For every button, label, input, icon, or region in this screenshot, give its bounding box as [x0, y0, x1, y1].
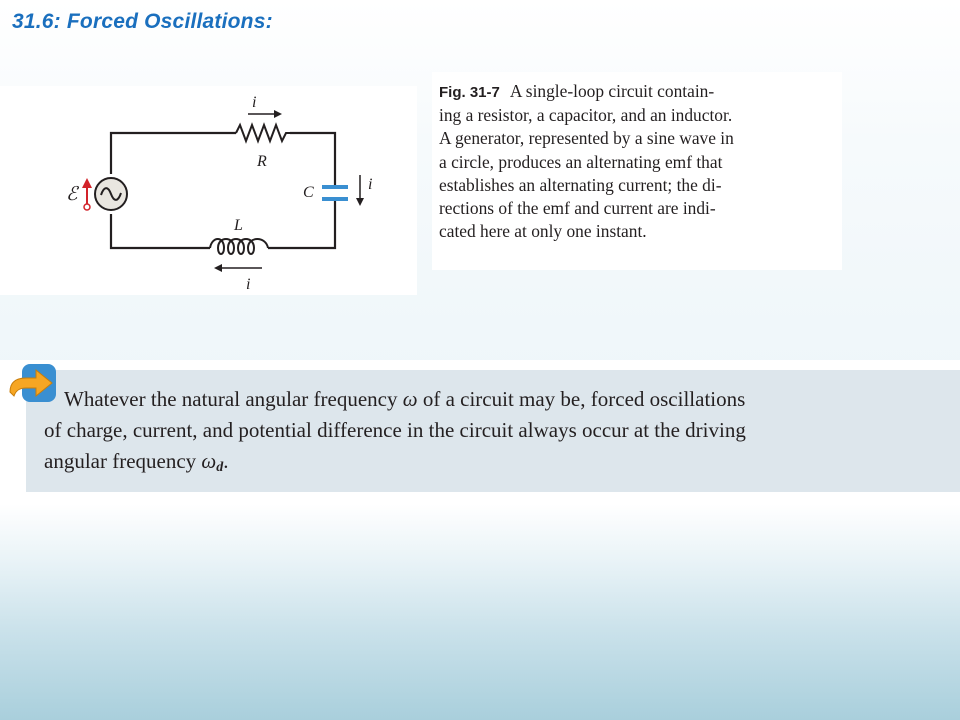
- note-line-2: of charge, current, and potential difference in the circuit always occur at the driving: [44, 418, 746, 442]
- caption-line: ing a resistor, a capacitor, and an inductor.: [439, 105, 733, 126]
- figure-label: Fig. 31-7: [439, 84, 500, 101]
- figure-caption: [432, 72, 842, 270]
- current-arrow-top-icon: [248, 110, 282, 118]
- current-label-top: i: [252, 94, 257, 111]
- caption-line: rections of the emf and current are indi-: [439, 198, 716, 219]
- caption-line: cated here at only one instant.: [439, 221, 647, 242]
- current-arrow-bottom-icon: [214, 264, 262, 272]
- omega-symbol: ω: [402, 387, 418, 411]
- note-line-3: angular frequency ωd.: [44, 449, 229, 475]
- caption-line: a circle, produces an alternating emf that: [439, 151, 723, 172]
- inductor-label: L: [234, 217, 243, 234]
- caption-line: A generator, represented by a sine wave in: [439, 128, 734, 149]
- circuit-wires: [111, 133, 335, 248]
- caption-line: Fig. 31-7 A single-loop circuit contain-: [439, 81, 715, 101]
- resistor-symbol: [236, 125, 290, 141]
- capacitor-label: C: [303, 184, 314, 201]
- emf-label: ℰ: [66, 184, 78, 205]
- capacitor-symbol: [322, 187, 348, 199]
- circuit-diagram: [0, 86, 417, 295]
- current-label-bottom: i: [246, 276, 251, 293]
- resistor-label: R: [257, 153, 267, 170]
- inductor-symbol: [210, 239, 268, 254]
- omega-d-subscript: d: [216, 460, 224, 475]
- current-arrow-right-icon: [356, 175, 364, 206]
- caption-line: establishes an alternating current; the di-: [439, 174, 722, 195]
- emf-arrow-icon: [82, 178, 92, 210]
- circuit-figure: [0, 86, 417, 295]
- note-line-1: Whatever the natural angular frequency ω of a circuit may be, forced oscillations: [64, 387, 746, 411]
- slide-title: 31.6: Forced Oscillations:: [12, 10, 273, 33]
- current-label-right: i: [368, 176, 373, 193]
- key-idea-text: [44, 384, 944, 483]
- ac-generator-symbol: [95, 178, 127, 210]
- omega-d-symbol: ω: [201, 449, 217, 473]
